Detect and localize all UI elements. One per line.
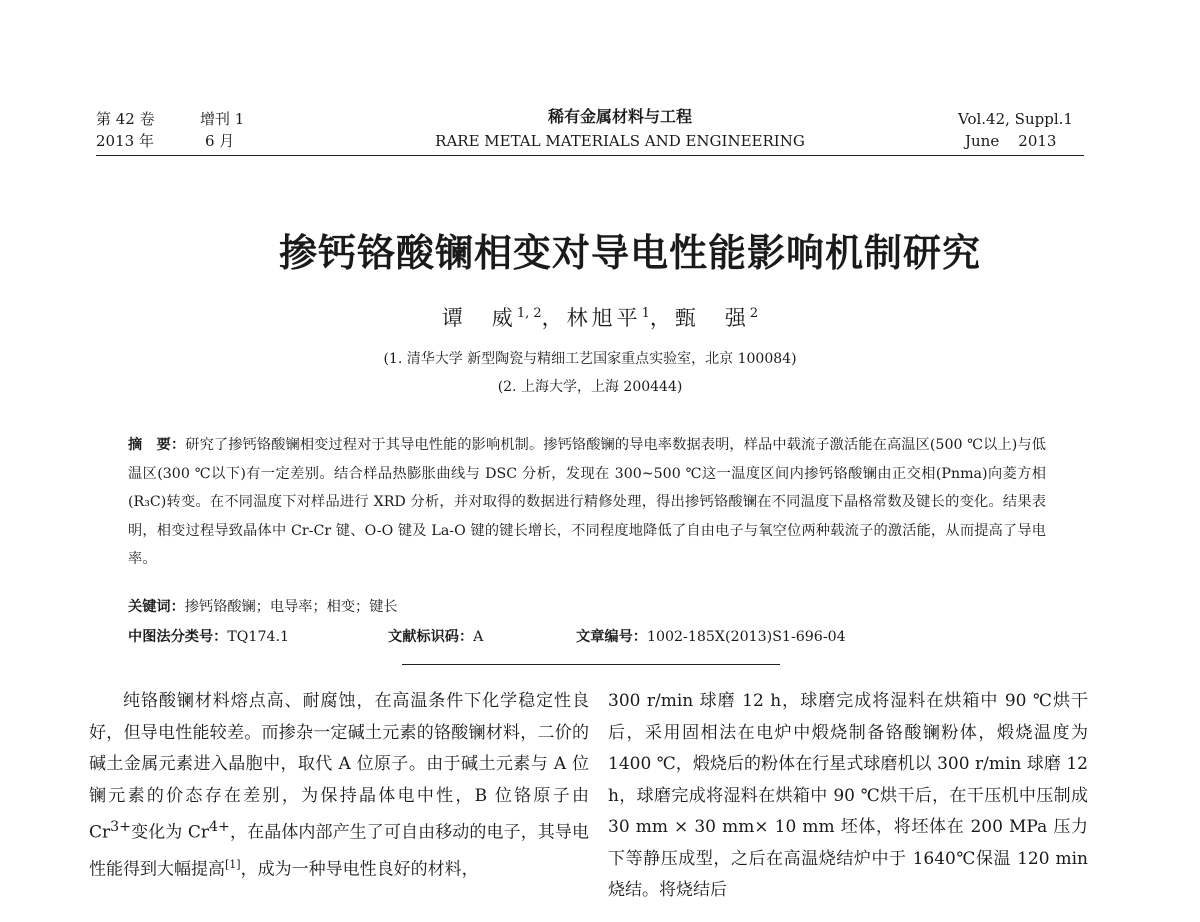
journal-title-cn: 稀有金属材料与工程 [547,107,692,126]
body-paragraph [89,686,589,886]
author-2: 林旭平 [566,306,642,330]
keywords-text: 掺钙铬酸镧；电导率；相变；键长 [184,599,398,615]
article-number-label: 文章编号： [576,629,647,645]
body-paragraph: 300 r/min 球磨 12 h，球磨完成将湿料在烘箱中 90 ℃烘干后，采用固相法在电炉中煅烧制备铬酸镧粉体，煅烧温度为 1400 ℃，煅烧后的粉体在行星式球磨机以 300 r/min 球磨 12 h，球磨完成将湿料在烘箱中 90 ℃烘干后，在干压机中压制成 30 mm × 30 mm× 10 mm 坯体，将坯体在 200 MPa 压力下等静压成型，之后在高温烧结炉中于 1640℃保温 120 min 烧结。将烧结后 [608,691,1088,900]
header-year: 2013 年 [96,132,154,150]
abstract-text: 研究了掺钙铬酸镧相变过程对于其导电性能的影响机制。掺钙铬酸镧的导电率数据表明，样品中载流子激活能在高温区(500 ℃以上)与低温区(300 ℃以下)有一定差别。结合样品热膨胀曲线与 DSC 分析，发现在 300~500 ℃这一温度区间内掺钙铬酸镧由正交相(Pnma)向菱方相(R₃C)转变。在不同温度下对样品进行 XRD 分析，并对取得的数据进行精修处理，得出掺钙铬酸镧在不同温度下晶格常数及键长的变化。结果表明，相变过程导致晶体中 Cr-Cr 键、O-O 键及 La-O 键的键长增长，不同程度地降低了自由电子与氧空位两种载流子的激活能，从而提高了导电率。 [128,437,1046,567]
keywords-label: 关键词： [128,599,185,615]
document-code [388,626,483,646]
doc-code-label: 文献标识码： [388,629,474,645]
author-sep: ， [541,306,567,330]
citation-ref: [1] [225,858,241,872]
affiliation-2: (2. 上海大学，上海 200444) [497,379,683,395]
author-2-affil: 1 [641,306,650,321]
clc-label: 中图法分类号： [128,629,228,645]
body-text: 纯铬酸镧材料熔点高、耐腐蚀，在高温条件下化学稳定性良好，但导电性能较差。而掺杂一定碱土元素的铬酸镧材料，二价的碱土金属元素进入晶胞中，取代 A 位原子。由于碱土元素与 A 位镧元素的价态存在差别，为保持晶体电中性，B 位铬原子由 Cr [89,691,589,843]
journal-title-en: RARE METAL MATERIALS AND ENGINEERING [435,132,805,150]
affiliation-1: (1. 清华大学 新型陶瓷与精细工艺国家重点实验室，北京 100084) [383,351,797,367]
body-text: ，成为一种导电性良好的材料， [240,859,479,880]
clc-value: TQ174.1 [227,629,290,645]
abstract-label: 摘 要： [128,437,186,453]
doc-code-value: A [473,629,484,645]
author-3: 甄 强 [674,306,750,330]
header-volume-en: Vol.42, Suppl.1 [958,110,1073,128]
article-number-value: 1002-185X(2013)S1-696-04 [646,629,846,645]
author-3-affil: 2 [749,306,759,321]
body-column-left [89,686,589,886]
body-column-right [608,686,1088,907]
header-rule [96,155,1084,156]
article-number [576,626,846,646]
keywords [128,596,398,616]
author-sep: ， [649,306,675,330]
author-1: 谭 威 [441,306,517,330]
header-date-en: June 2013 [965,132,1057,150]
abstract-rule [402,664,780,665]
body-text: 变化为 Cr [131,822,210,843]
header-volume: 第 42 卷 [96,110,155,128]
header-month: 6 月 [205,132,235,150]
charge-superscript: 4+ [209,819,230,835]
paper-title: 掺钙铬酸镧相变对导电性能影响机制研究 [278,231,981,275]
abstract [128,431,1046,574]
author-1-affil: 1, 2 [516,306,542,321]
author-line [0,302,1200,332]
charge-superscript: 3+ [110,819,132,835]
clc-number [128,626,289,646]
header-issue: 增刊 1 [200,110,245,128]
body-text: ，在晶体内部产生了可自由移动的电子，其导电性能得到大幅提高 [89,822,589,880]
